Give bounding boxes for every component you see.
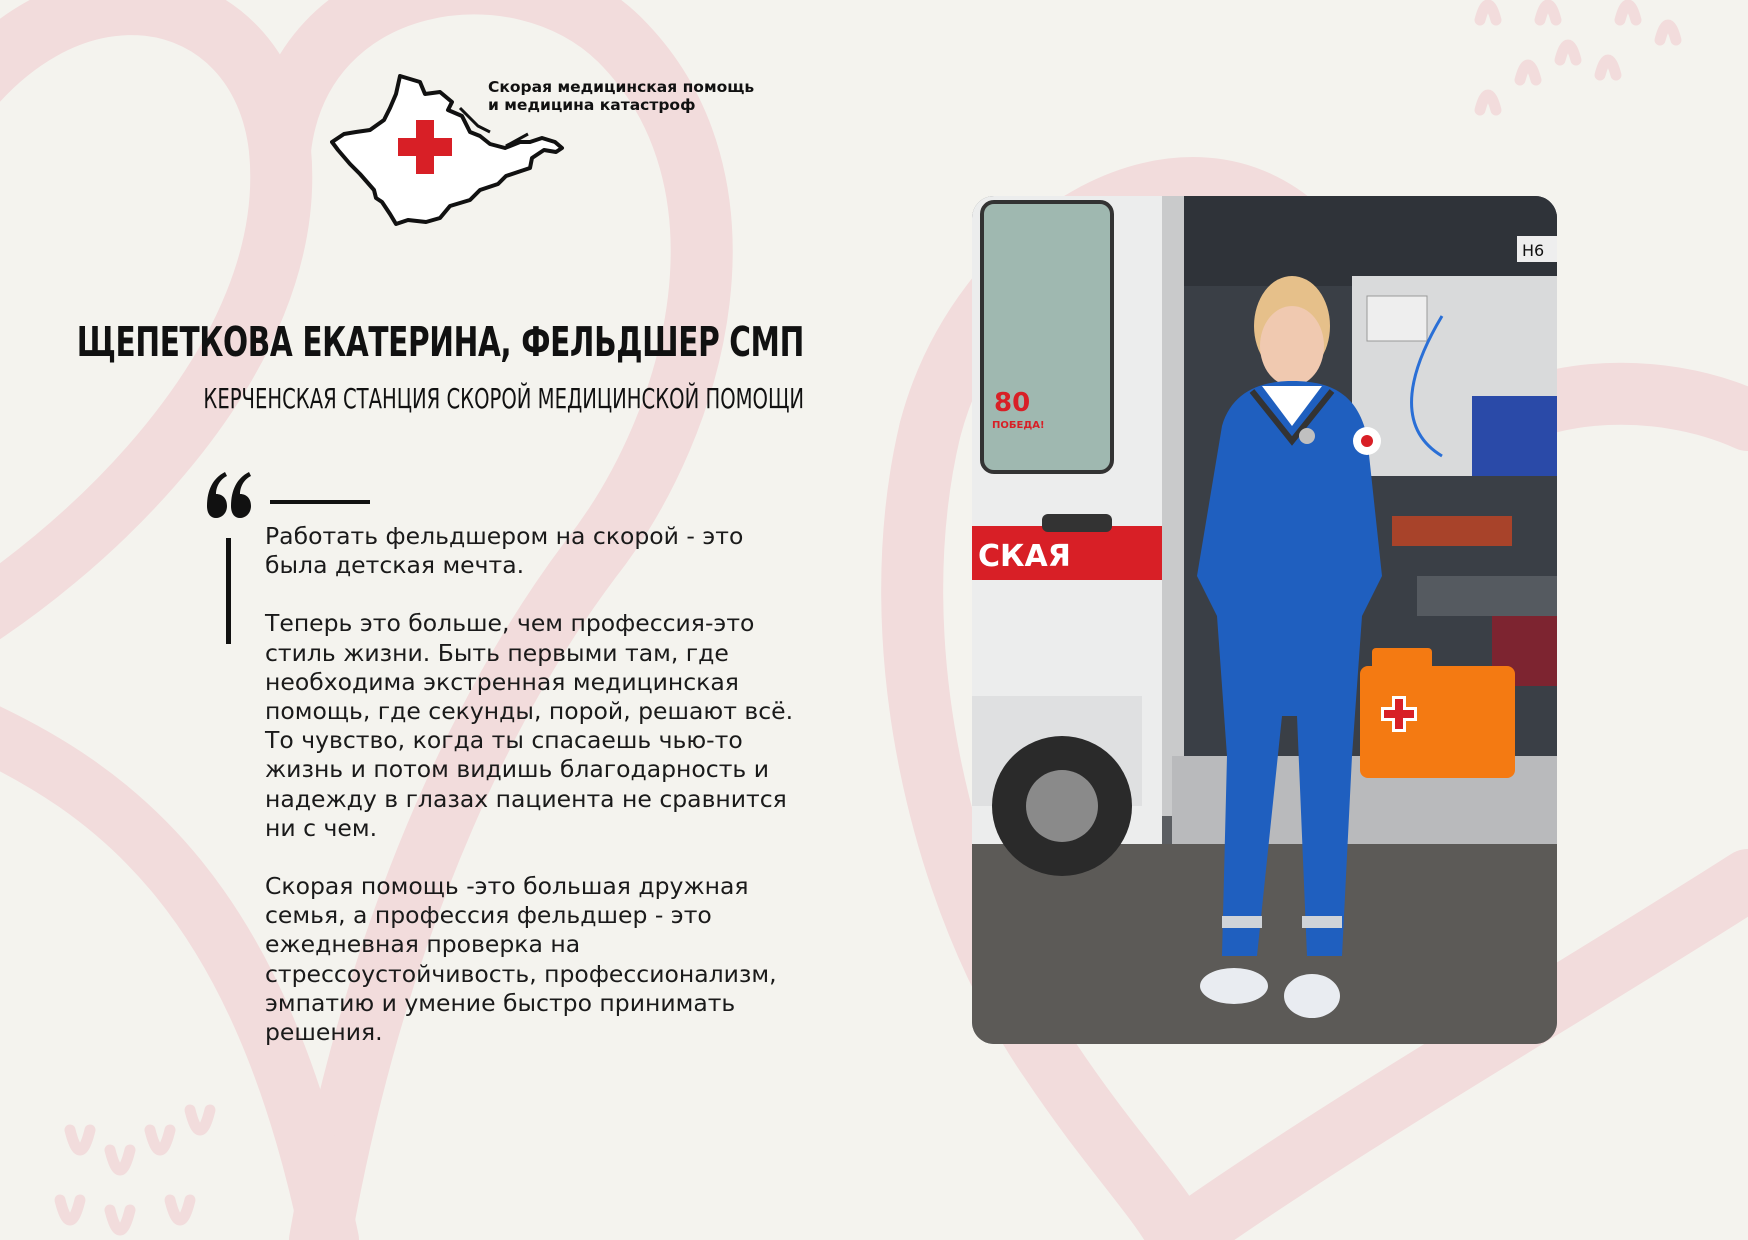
door-code: Н6 <box>1522 241 1545 260</box>
person-name-title: ЩЕПЕТКОВА ЕКАТЕРИНА, ФЕЛЬДШЕР СМП <box>76 318 804 366</box>
logo-text <box>488 78 768 114</box>
quote-paragraph: Работать фельдшером на скорой - это была детская мечта. <box>265 522 744 580</box>
station-subtitle: КЕРЧЕНСКАЯ СТАНЦИЯ СКОРОЙ МЕДИЦИНСКОЙ ПОМОЩИ <box>203 382 804 415</box>
van-lettering: СКАЯ <box>978 539 1071 574</box>
organization-logo <box>330 72 755 232</box>
logo-line-1: Скорая медицинская помощь <box>488 78 755 96</box>
quote-text <box>265 522 810 1076</box>
quote-paragraph: Теперь это больше, чем профессия-это стиль жизни. Быть первыми там, где необходима экстренная медицинская помощь, где секунды, порой, решают всё. То чувство, когда ты спасаешь чью-то жизнь и потом видишь благодарность и надежду в глазах пациента не сравнится ни с чем. <box>265 609 794 842</box>
quote-divider-horizontal <box>270 500 370 504</box>
quote-divider-vertical <box>226 538 231 644</box>
victory-badge-word: ПОБЕДА! <box>992 420 1045 431</box>
victory-badge-number: 80 <box>994 388 1031 418</box>
quote-mark-icon <box>203 468 253 526</box>
logo-line-2: и медицина катастроф <box>488 96 696 114</box>
paramedic-photo <box>972 196 1557 1044</box>
quote-paragraph: Скорая помощь -это большая дружная семья, а профессия фельдшер - это ежедневная проверка на стрессоустойчивость, профессионализм, эмпатию и умение быстро принимать решения. <box>265 872 777 1047</box>
